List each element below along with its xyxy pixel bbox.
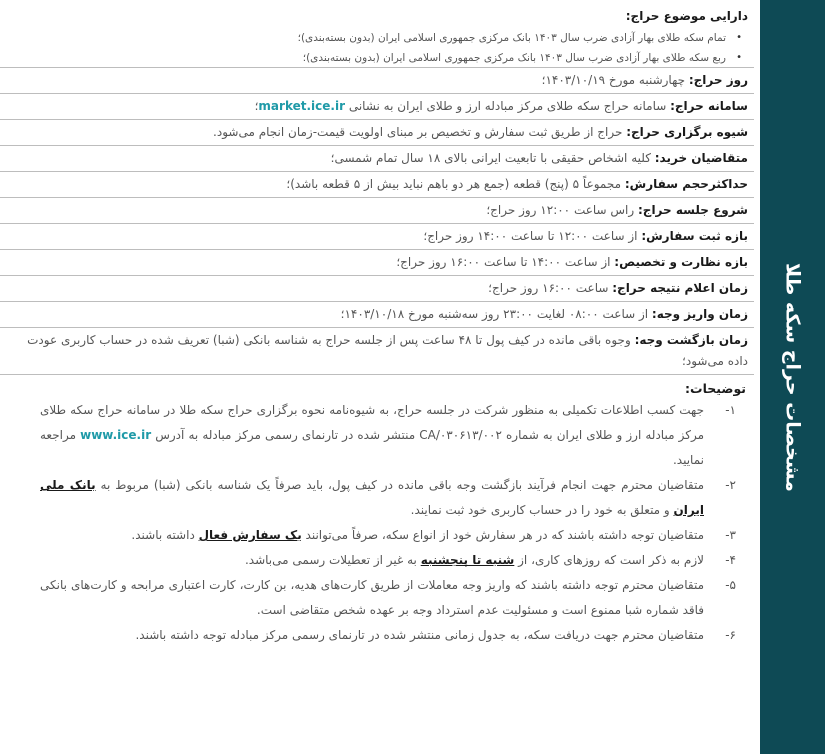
applicants-row bbox=[0, 146, 754, 172]
result-row bbox=[0, 276, 754, 302]
note-text: متقاضیان محترم جهت دریافت سکه، به جدول زمانی منتشر شده در تارنمای رسمی مرکز مبادله توجه داشته باشند. bbox=[135, 628, 704, 642]
order-window-row bbox=[0, 224, 754, 250]
note-number: ۳- bbox=[725, 528, 736, 542]
list-item bbox=[8, 28, 742, 48]
ice-link[interactable]: www.ice.ir bbox=[80, 428, 152, 442]
note-number: ۲- bbox=[725, 478, 736, 492]
market-link[interactable]: market.ice.ir bbox=[258, 99, 345, 113]
method-value: حراج از طریق ثبت سفارش و تخصیص بر مبنای اولویت قیمت-زمان انجام می‌شود. bbox=[213, 125, 627, 139]
order-window-label: بازه ثبت سفارش: bbox=[641, 229, 748, 243]
assets-row bbox=[0, 0, 754, 68]
note-item-5 bbox=[0, 573, 754, 623]
start-label: شروع جلسه حراج: bbox=[638, 203, 748, 217]
note-text-end: به غیر از تعطیلات رسمی می‌باشد. bbox=[244, 553, 421, 567]
system-row bbox=[0, 94, 754, 120]
note-text: جهت کسب اطلاعات تکمیلی به منظور شرکت در جلسه حراج، به شیوه‌نامه نحوه برگزاری حراج سکه طلا در سامانه حراج سکه طلای مرکز مبادله ارز و طلای ایران به شماره CA/۰۳۰۶۱۳/۰۰۲ منتشر شده در تارنمای رسمی مرکز مبادله به آدرس bbox=[40, 403, 704, 442]
system-value: سامانه حراج سکه طلای مرکز مبادله ارز و طلای ایران به نشانی bbox=[345, 99, 671, 113]
payment-row bbox=[0, 302, 754, 328]
note-text-end: مراجعه نمایید. bbox=[40, 428, 704, 467]
order-window-value: از ساعت ۱۲:۰۰ تا ساعت ۱۴:۰۰ روز حراج؛ bbox=[423, 229, 642, 243]
note-number: ۴- bbox=[725, 553, 736, 567]
start-row bbox=[0, 198, 754, 224]
note-text: متقاضیان محترم توجه داشته باشند که واریز وجه معاملات از طریق کارت‌های هدیه، بن کارت، کارت اعتباری مرابحه و کارت‌های بانکی فاقد شماره شبا ممنوع است و مسئولیت عدم استرداد وجه بر عهده شخص متقاضی است. bbox=[40, 578, 704, 617]
method-label: شیوه برگزاری حراج: bbox=[626, 125, 748, 139]
date-row bbox=[0, 68, 754, 94]
payment-label: زمان واریز وجه: bbox=[651, 307, 748, 321]
assets-list bbox=[8, 28, 748, 68]
max-order-row bbox=[0, 172, 754, 198]
date-label: روز حراج: bbox=[688, 73, 748, 87]
max-order-label: حداکثرحجم سفارش: bbox=[624, 177, 748, 191]
list-item bbox=[8, 48, 742, 68]
notes-title: توضیحات: bbox=[685, 381, 746, 396]
result-label: زمان اعلام نتیجه حراج: bbox=[612, 281, 748, 295]
note-item-4 bbox=[0, 548, 754, 573]
applicants-value: کلیه اشخاص حقیقی با تابعیت ایرانی بالای ۱۸ سال تمام شمسی؛ bbox=[330, 151, 655, 165]
note-text-end: داشته باشند. bbox=[131, 528, 199, 542]
method-row bbox=[0, 120, 754, 146]
note-text: متقاضیان محترم جهت انجام فرآیند بازگشت وجه باقی مانده در کیف پول، باید صرفاً یک شناسه بانکی (شبا) مربوط به bbox=[95, 478, 704, 492]
refund-row bbox=[0, 328, 754, 375]
supervision-value: از ساعت ۱۴:۰۰ تا ساعت ۱۶:۰۰ روز حراج؛ bbox=[396, 255, 615, 269]
note-emphasis: یک سفارش فعال bbox=[198, 528, 302, 542]
max-order-value: مجموعاً ۵ (پنج) قطعه (جمع هر دو باهم نباید بیش از ۵ قطعه باشد)؛ bbox=[286, 177, 625, 191]
side-title: مشخصات حراج سکه طلا bbox=[781, 262, 804, 492]
bullet-icon: • bbox=[736, 32, 742, 43]
assets-label: دارایی موضوع حراج: bbox=[625, 9, 748, 23]
note-emphasis: بانک ملی ایران bbox=[40, 478, 704, 517]
note-text: متقاضیان توجه داشته باشند که در هر سفارش خود از انواع سکه، صرفاً می‌توانند bbox=[301, 528, 704, 542]
refund-value: وجوه باقی مانده در کیف پول تا ۴۸ ساعت پس از جلسه حراج به شناسه بانکی (شبا) تعریف شده در حساب کاربری عودت داده می‌شود؛ bbox=[27, 333, 748, 368]
date-value: چهارشنبه مورخ ۱۴۰۳/۱۰/۱۹؛ bbox=[541, 73, 689, 87]
note-item-6 bbox=[0, 623, 754, 648]
note-item-3 bbox=[0, 523, 754, 548]
system-label: سامانه حراج: bbox=[670, 99, 748, 113]
refund-label: زمان بازگشت وجه: bbox=[634, 333, 748, 347]
asset-item-2: ربع سکه طلای بهار آزادی ضرب سال ۱۴۰۳ بانک مرکزی جمهوری اسلامی ایران (بدون بسته‌بندی)؛ bbox=[302, 52, 726, 64]
supervision-row bbox=[0, 250, 754, 276]
side-band bbox=[760, 0, 825, 754]
note-emphasis: شنبه تا پنجشنبه bbox=[420, 553, 515, 567]
note-text-end: و متعلق به خود را در حساب کاربری خود ثبت نمایند. bbox=[410, 503, 674, 517]
note-number: ۵- bbox=[725, 578, 736, 592]
note-number: ۶- bbox=[725, 628, 736, 642]
note-item-1 bbox=[0, 398, 754, 473]
note-item-2 bbox=[0, 473, 754, 523]
supervision-label: بازه نظارت و تخصیص: bbox=[614, 255, 748, 269]
note-number: ۱- bbox=[725, 403, 736, 417]
payment-value: از ساعت ۰۸:۰۰ لغایت ۲۳:۰۰ روز سه‌شنبه مورخ ۱۴۰۳/۱۰/۱۸؛ bbox=[340, 307, 652, 321]
result-value: ساعت ۱۶:۰۰ روز حراج؛ bbox=[488, 281, 613, 295]
system-tail: ؛ bbox=[254, 99, 259, 113]
bullet-icon: • bbox=[736, 52, 742, 63]
asset-item-1: تمام سکه طلای بهار آزادی ضرب سال ۱۴۰۳ بانک مرکزی جمهوری اسلامی ایران (بدون بسته‌بندی)؛ bbox=[297, 32, 726, 44]
note-text: لازم به ذکر است که روزهای کاری، از bbox=[514, 553, 704, 567]
applicants-label: متقاضیان خرید: bbox=[654, 151, 748, 165]
start-value: راس ساعت ۱۲:۰۰ روز حراج؛ bbox=[486, 203, 638, 217]
